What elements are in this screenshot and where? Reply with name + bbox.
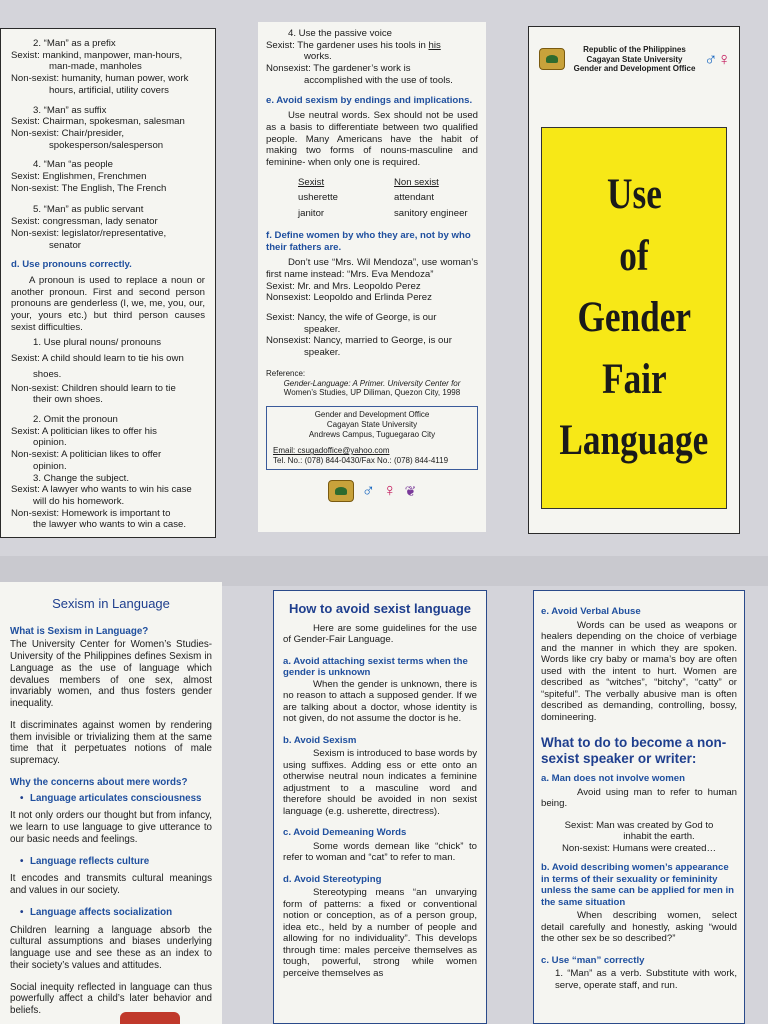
text-line: works. bbox=[304, 51, 332, 63]
paragraph: It discriminates against women by rendering them invisible or trivializing them at the same time that it perpetuates notions of male supremacy. bbox=[10, 719, 212, 767]
paragraph: Words can be used as weapons or healers depending on the choice of verbiage and the manner in which they are spoken. Words like cry baby or mama’s boy are often used with the intent to hurt. Women are described as “witches”, “bitchy”, “catty” or “spiteful”. The verbally abusive man is often described as demanding, controlling, bossy, domineering. bbox=[541, 619, 737, 723]
reference-label: Reference: bbox=[266, 368, 306, 378]
text-line: Sexist: Englishmen, Frenchmen bbox=[11, 171, 147, 183]
text-line: senator bbox=[49, 239, 81, 251]
paragraph: When the gender is unknown, there is no reason to attach a supposed gender. If we are talking about a doctor, whose identity is not given, do not assume the doctor is he. bbox=[283, 678, 477, 725]
section-heading: e. Avoid sexism by endings and implications. bbox=[266, 94, 473, 106]
heading: 2. “Man” as a prefix bbox=[33, 38, 116, 49]
paragraph: Here are some guidelines for the use of Gender-Fair Language. bbox=[283, 622, 477, 646]
paragraph: Some words demean like “chick” to refer to woman and “cat” to refer to man. bbox=[283, 840, 477, 864]
text-line: hours, artificial, utility covers bbox=[49, 84, 169, 96]
title-word: Use bbox=[606, 171, 662, 219]
university-logo-icon bbox=[328, 480, 354, 502]
text-line: will do his homework. bbox=[33, 495, 125, 507]
text-line: Sexist: The gardener uses his tools in his bbox=[266, 39, 441, 51]
bullet-item: • Language articulates consciousness bbox=[10, 793, 212, 805]
gad-logo-icon: ❦ bbox=[404, 482, 417, 499]
text-line: the lawyer who wants to win a case. bbox=[33, 519, 187, 531]
section-heading: d. Avoid Stereotyping bbox=[283, 873, 382, 885]
text-line: Nonsexist: Nancy, married to George, is our bbox=[266, 335, 452, 347]
text-line: Sexist: A lawyer who wants to win his case bbox=[11, 484, 192, 496]
section-heading: d. Use pronouns correctly. bbox=[11, 259, 132, 271]
reference: Gender-Language: A Primer. University Center for bbox=[283, 378, 461, 388]
section-heading: c. Avoid Demeaning Words bbox=[283, 827, 407, 839]
panel-non-sexist-speaker bbox=[533, 590, 745, 1024]
heading: 5. “Man” as public servant bbox=[33, 204, 144, 216]
cover-panel bbox=[528, 26, 740, 534]
text-line: spokesperson/salesperson bbox=[49, 139, 164, 151]
paragraph: Use neutral words. Sex should not be used as a basis to differentiate between two qualified people. Many Americans have the habit of making two forms of nouns-masculine and feminine- when only one is required. bbox=[266, 110, 478, 169]
text-line: speaker. bbox=[304, 323, 341, 335]
text-line: inhabit the earth. bbox=[623, 831, 695, 843]
title-word: Gender bbox=[577, 294, 691, 342]
section-heading: a. Man does not involve women bbox=[541, 773, 685, 785]
table-header: Non sexist bbox=[394, 176, 439, 188]
text-line: Non-sexist: Humans were created… bbox=[561, 842, 717, 854]
section-title: How to avoid sexist language bbox=[288, 601, 472, 616]
paragraph: Sexism is introduced to base words by using suffixes. Adding ess or ette onto an otherwise neutral noun indicates a feminine adjustment to a masculine word and therefore should be avoided in non sexist language (e.g. usherette, directress). bbox=[283, 748, 477, 817]
text-line: opinion. bbox=[33, 437, 67, 449]
heading: 3. “Man” as suffix bbox=[33, 104, 107, 116]
paragraph: It encodes and transmits cultural meanings and values in our society. bbox=[10, 873, 212, 897]
panel-endings bbox=[258, 22, 486, 532]
paragraph: Social inequity reflected in language can thus powerfully affect a child’s later behavior and beliefs. bbox=[10, 981, 212, 1017]
text-line: Non-sexist: humanity, human power, work bbox=[11, 73, 189, 85]
example-table bbox=[266, 177, 478, 220]
text-line: Sexist: congressman, lady senator bbox=[11, 216, 158, 228]
contact-box bbox=[266, 406, 478, 470]
text-line: Non-sexist: Children should learn to tie bbox=[11, 382, 176, 394]
cover-title bbox=[541, 127, 727, 509]
section-heading: Why the concerns about mere words? bbox=[10, 776, 188, 788]
bullet-item: • Language affects socialization bbox=[10, 907, 212, 919]
decorative-shape bbox=[120, 1012, 180, 1024]
table-cell: sanitory engineer bbox=[394, 208, 468, 220]
paragraph: 1. “Man” as a verb. Substitute with work, serve, operate staff, and run. bbox=[555, 968, 737, 991]
paragraph: The University Center for Women’s Studies-University of the Philippines defines Sexism in Language as the use of language which devalues members of one sex, almost invariably women, and thus fosters gender inequality. bbox=[10, 639, 212, 710]
text-line: Non-sexist: A politician likes to offer bbox=[11, 449, 162, 461]
text-line: Sexist: Chairman, spokesman, salesman bbox=[11, 116, 185, 128]
text-line: shoes. bbox=[33, 368, 62, 380]
text-line: Non-sexist: Chair/presider, bbox=[11, 127, 125, 139]
section-heading: What is Sexism in Language? bbox=[10, 625, 149, 637]
text-line: Sexist: A child should learn to tie his own bbox=[11, 353, 184, 365]
section-heading: c. Use “man” correctly bbox=[541, 954, 645, 966]
text-line: speaker. bbox=[304, 347, 341, 359]
panel-sexism-in-language bbox=[0, 582, 222, 1024]
text-line: Sexist: A politician likes to offer his bbox=[11, 425, 157, 437]
contact-address: Andrews Campus, Tuguegarao City bbox=[308, 430, 436, 440]
text-line: Non-sexist: legislator/representative, bbox=[11, 227, 167, 239]
gender-symbol-icon: ♂ bbox=[361, 480, 376, 501]
text-line: their own shoes. bbox=[33, 394, 103, 406]
panel-pronouns bbox=[0, 28, 216, 538]
reference: Women’s Studies, UP Diliman, Quezon City, 1998 bbox=[283, 388, 461, 398]
section-title: What to do to become a non-sexist speaker or writer: bbox=[541, 735, 727, 767]
university-logo-icon bbox=[539, 48, 565, 70]
org-line: Cagayan State University bbox=[586, 54, 683, 64]
table-cell: janitor bbox=[298, 208, 325, 220]
heading: 1. Use plural nouns/ pronouns bbox=[33, 337, 161, 349]
text-line: Sexist: mankind, manpower, man-hours, bbox=[11, 49, 183, 61]
table-cell: attendant bbox=[394, 192, 435, 204]
title-word: of bbox=[619, 232, 649, 280]
paragraph: When describing women, select detail carefully and honestly, asking “would the other sex be so described?” bbox=[541, 910, 737, 945]
text-line: Sexist: Nancy, the wife of George, is our bbox=[266, 312, 437, 324]
section-heading: b. Avoid Sexism bbox=[283, 734, 357, 746]
paragraph: Children learning a language absorb the cultural assumptions and biases underlying language use and see these as an index to their society’s values and attitudes. bbox=[10, 924, 212, 971]
table-cell: usherette bbox=[298, 192, 339, 204]
bullet-item: • Language reflects culture bbox=[10, 856, 212, 868]
paragraph: Avoid using man to refer to human being. bbox=[541, 786, 737, 810]
table-header: Sexist bbox=[298, 176, 325, 188]
paragraph: Stereotyping means “an unvarying form of patterns: a fixed or conventional notion or conception, as of a person group, idea etc., held by a number of people and allowing for no individuality”. This develops through time: males perceive themselves as tough, powerful, strong while women perceive themselves as bbox=[283, 887, 477, 979]
title-word: Fair bbox=[601, 355, 667, 403]
text-line: Non-sexist: The English, The French bbox=[11, 182, 167, 194]
text-line: man-made, manholes bbox=[49, 61, 142, 73]
section-heading: b. Avoid describing women’s appearance in terms of their sexuality or femininity unless the same can be applied for men in the same situation bbox=[541, 862, 734, 908]
section-heading: f. Define women by who they are, not by who their fathers are. bbox=[266, 229, 471, 253]
contact-university: Cagayan State University bbox=[326, 420, 418, 430]
cover-header bbox=[529, 27, 739, 74]
text-line: Non-sexist: Homework is important to bbox=[11, 507, 171, 519]
text-line: opinion. bbox=[33, 460, 67, 472]
paragraph: It not only orders our thought but from infancy, we learn to use language to give utterance to our basic needs and feelings. bbox=[10, 810, 212, 845]
text-line: Nonsexist: Leopoldo and Erlinda Perez bbox=[266, 292, 432, 304]
paragraph: Don’t use “Mrs. Wil Mendoza”, use woman’s first name instead: “Mrs. Eva Mendoza” bbox=[266, 257, 478, 280]
paragraph: A pronoun is used to replace a noun or another pronoun. First and second person pronouns are genderless (I, we, me, you, our, your, yours etc.) but third person causes sexist difficulties. bbox=[11, 274, 205, 333]
text-line: accomplished with the use of tools. bbox=[304, 74, 453, 86]
section-heading: e. Avoid Verbal Abuse bbox=[541, 606, 641, 617]
title-word: Language bbox=[559, 417, 709, 465]
panel-avoid-sexist-language bbox=[273, 590, 487, 1024]
heading: 3. Change the subject. bbox=[33, 472, 130, 484]
contact-email[interactable]: Email: csugadoffice@yahoo.com bbox=[273, 446, 390, 456]
text-line: Nonsexist: The gardener’s work is bbox=[266, 63, 411, 75]
logos-row bbox=[266, 480, 478, 502]
organization-name bbox=[571, 45, 698, 74]
heading: 4. “Man “as people bbox=[33, 159, 113, 171]
section-title: Sexism in Language bbox=[52, 596, 170, 611]
contact-office: Gender and Development Office bbox=[314, 410, 430, 420]
org-line: Gender and Development Office bbox=[573, 64, 696, 74]
gender-symbol-icon: ♂♀ bbox=[704, 48, 731, 69]
heading: 4. Use the passive voice bbox=[288, 28, 392, 39]
contact-phone: Tel. No.: (078) 844-0430/Fax No.: (078) 844-4119 bbox=[273, 456, 449, 466]
gender-symbol-icon: ♀ bbox=[383, 480, 397, 501]
org-line: Republic of the Philippines bbox=[583, 45, 686, 54]
text-line: Sexist: Mr. and Mrs. Leopoldo Perez bbox=[266, 280, 421, 292]
text-line: Sexist: Man was created by God to bbox=[564, 819, 714, 831]
heading: 2. Omit the pronoun bbox=[33, 413, 118, 425]
section-heading: a. Avoid attaching sexist terms when the gender is unknown bbox=[283, 655, 468, 679]
